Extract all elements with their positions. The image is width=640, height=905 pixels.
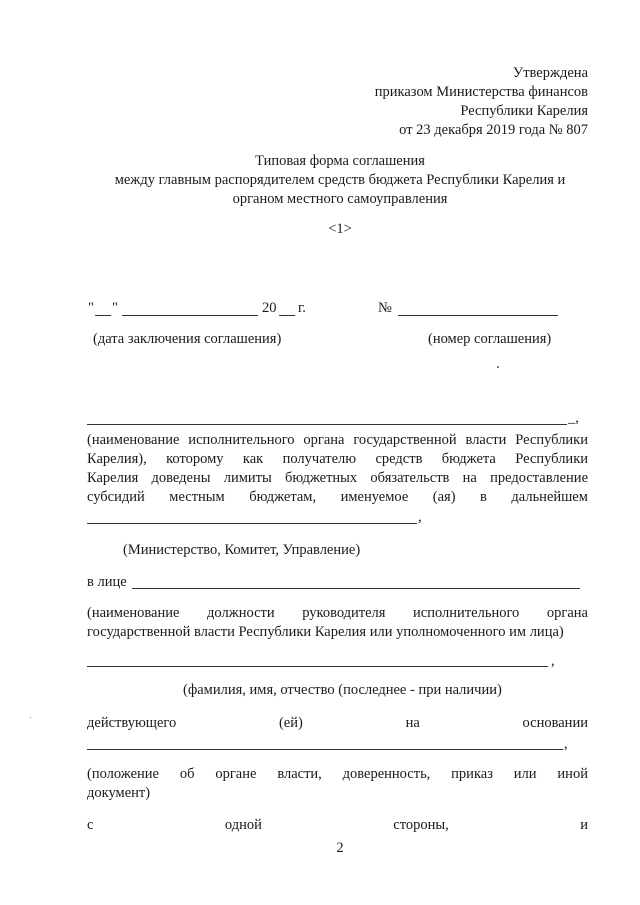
approval-order: приказом Министерства финансов [374,84,588,100]
word: должности [207,605,275,621]
word: основании [522,715,588,731]
word: (ая) [432,489,456,505]
comma: , [564,736,568,752]
approval-republic: Республики Карелия [460,103,588,119]
word: субсидий [87,489,145,505]
word: именуемое [340,489,409,505]
month-blank [122,315,258,316]
in-person-blank [132,588,580,589]
word: дальнейшем [511,489,588,505]
word: или [513,766,537,782]
paragraph-1-line-3: Карелия доведены лимиты бюджетных обязательств на предоставление [87,470,588,486]
year-prefix: 20 [262,300,277,316]
word: и [580,817,588,833]
page-number: 2 [336,840,344,856]
number-blank [398,315,558,316]
acting-line [87,714,588,733]
comma: , [551,653,555,669]
in-person-label: в лице [87,574,127,590]
ministry-note: (Министерство, Комитет, Управление) [123,542,361,558]
word: в [480,489,487,505]
word: об [179,766,195,782]
trailing-comma: _, [568,410,579,426]
word: власти, [277,766,322,782]
word: стороны, [393,817,449,833]
word: руководителя [302,605,386,621]
paragraph-1-line-2: Карелия), которому как получателю средств бюджета Республики [87,451,588,467]
fio-note: (фамилия, имя, отчество (последнее - при наличии) [183,682,502,698]
scan-speck [30,717,31,718]
approval-date: от 23 декабря 2019 года № 807 [399,122,588,138]
form-subtitle-2: органом местного самоуправления [232,191,448,207]
paragraph-1-line-4 [87,488,588,507]
paragraph-3-line-2: документ) [87,785,151,801]
paragraph-2-line-1 [87,604,588,623]
day-blank [95,315,111,316]
word: с [87,817,94,833]
word: действующего [87,715,177,731]
word: (ей) [278,715,303,731]
word: органе [215,766,257,782]
date-caption: (дата заключения соглашения) [93,331,282,347]
basis-blank [87,749,563,750]
closing-line [87,816,588,835]
number-caption: (номер соглашения) [428,331,552,347]
word: доверенность, [342,766,431,782]
paragraph-3-line-1 [87,765,588,784]
fio-blank [87,666,548,667]
word: исполнительного [413,605,520,621]
year-blank [279,315,295,316]
word: бюджетам, [249,489,317,505]
word: на [405,715,420,731]
word: (положение [87,766,159,782]
approval-label: Утверждена [512,65,588,81]
form-title: Типовая форма соглашения [255,153,425,169]
word: органа [546,605,588,621]
short-name-blank [87,523,417,524]
word: одной [224,817,262,833]
paragraph-1-line-1: (наименование исполнительного органа государственной власти Республики [87,432,588,448]
word: иной [557,766,588,782]
year-suffix: г. [298,300,306,316]
quote-open: " [88,300,94,316]
form-subtitle: между главным распорядителем средств бюджета Республики Карелия и [114,172,566,188]
number-sign: № [378,300,392,316]
word: приказ [451,766,493,782]
word: местным [169,489,225,505]
word: (наименование [87,605,180,621]
scan-speck [497,366,499,368]
executive-body-blank [87,424,567,425]
comma: , [418,509,422,525]
quote-close: " [112,300,118,316]
footnote-ref: <1> [328,221,352,237]
paragraph-2-line-2: государственной власти Республики Карелия или уполномоченного им лица) [87,624,564,640]
